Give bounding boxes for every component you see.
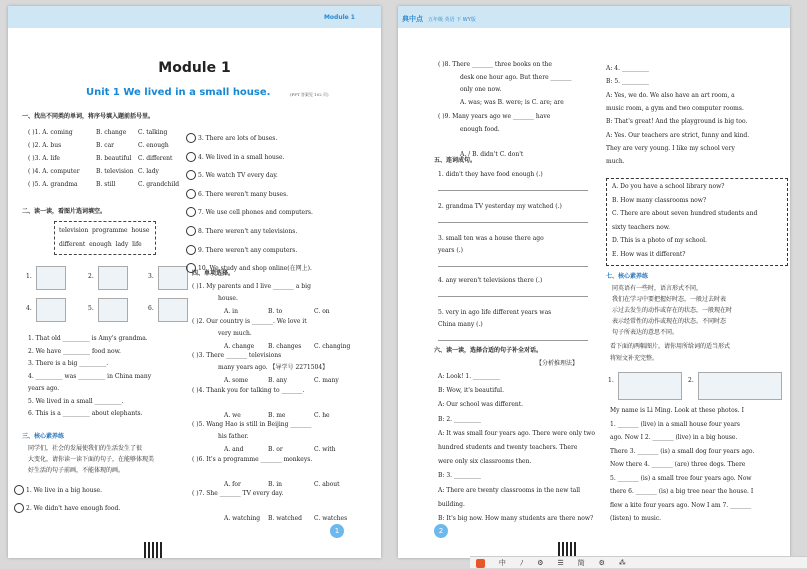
mc-line: desk one hour ago. But there _______	[460, 73, 572, 81]
mc-question-cont: his father.	[218, 433, 249, 440]
section-7-title: 七、核心素养练	[606, 273, 649, 280]
brand-logo: 典中点	[402, 15, 423, 23]
odd-one-out-option-c: C. lady	[138, 168, 159, 175]
section-3-line: 同学们，社会的发展使我们的生活发生了很	[28, 445, 143, 452]
dialog-line: A: Yes, we do. We also have an art room, a	[606, 91, 735, 99]
section-3-line: 大变化，请你读一读下面的句子，在能够体现美	[28, 456, 155, 463]
dialog-line: B: That's great! And the playground is big too.	[606, 118, 748, 126]
section-7-line: 示过去发生的动作或存在的状态，一般现在时	[612, 307, 733, 314]
section-3-title: 三、核心素养练	[22, 433, 65, 440]
mc-line: only one now.	[460, 86, 502, 93]
word-bank-row-2: different enough lady life	[59, 241, 142, 248]
mc-option-b: B. me	[268, 411, 286, 419]
mc-option-c: C. on	[314, 308, 330, 315]
house-picture-2	[698, 372, 782, 400]
fill-in-item: 1. That old _________ is Amy's grandma.	[28, 335, 148, 342]
word-bank	[54, 221, 156, 255]
mc-question-cont: very much.	[218, 329, 252, 337]
page-2	[398, 6, 790, 558]
toolbar-item-4[interactable]: ☰	[557, 559, 564, 567]
mc-line: A. was; was B. were; is C. are; are	[460, 98, 564, 106]
mc-option-a: A. some	[224, 377, 249, 384]
smile-statement: 1. We live in a big house.	[26, 487, 103, 494]
dialog-line: hundred students and twenty teachers. There	[438, 444, 578, 451]
mc-option-b: B. or	[268, 446, 283, 453]
smile-statement: 6. There weren't many buses.	[198, 190, 289, 198]
mc-option-b: B. to	[268, 308, 283, 315]
face-circle-icon	[186, 133, 196, 143]
reorder-item: years (.)	[438, 247, 463, 254]
answer-line	[438, 296, 588, 297]
illustration	[36, 266, 66, 290]
mc-option-a: A. watching	[224, 515, 261, 522]
section-7-line: 我们在学习中要把握好时态，一般过去时表	[612, 296, 727, 303]
passage-line: My name is Li Ming. Look at these photos. I	[610, 407, 744, 414]
section-6-title: 六、读一读，选择合适的句子补全对话。	[434, 347, 543, 354]
dialog-line: B: 5. _________	[606, 78, 649, 86]
page-number: 2	[434, 524, 448, 538]
option-item: B. How many classrooms now?	[612, 196, 707, 204]
fill-in-item: 5. We lived in a small _________.	[28, 397, 124, 405]
section-7-line: 句子所表达的意思不同。	[612, 329, 679, 336]
odd-one-out-option-a: ( )4. A. computer	[28, 168, 80, 175]
section-2-title: 二、读一读，看图片选词填空。	[22, 208, 107, 215]
face-circle-icon	[14, 503, 24, 513]
face-circle-icon	[186, 152, 196, 162]
toolbar-item-5[interactable]: 简	[577, 559, 585, 567]
word-bank-row-1: television programme house	[59, 227, 150, 234]
answer-line	[438, 190, 588, 191]
dialog-line: building.	[438, 500, 465, 508]
toolbar-item-7[interactable]: ⁂	[618, 559, 626, 567]
illustration	[98, 266, 128, 290]
module-title: Module 1	[158, 60, 231, 76]
page-header-band	[8, 6, 381, 28]
mc-option-a: A. in	[224, 308, 238, 315]
qr-code	[144, 542, 162, 558]
face-circle-icon	[186, 245, 196, 255]
face-circle-icon	[14, 485, 24, 495]
unit-hint: (PPT 答案见 102 页)	[290, 92, 329, 97]
mc-question-cont: house.	[218, 295, 238, 302]
fill-in-item: 3. There is a big _________.	[28, 360, 109, 367]
mc-question: ( )5. Wang Hao is still in Beijing _______	[192, 421, 312, 428]
mc-option-a: A. and	[224, 446, 244, 453]
section-7-task-line: 看下面的两幅图片，请你用所给词的适当形式	[610, 343, 731, 350]
picture-number: 1.	[26, 273, 32, 280]
dialog-line: A: 4. _________	[606, 65, 649, 72]
dialog-line: B: 3. _________	[438, 472, 481, 480]
page-header-band	[398, 6, 790, 28]
house-picture-1	[618, 372, 682, 400]
smile-statement: 8. There weren't any televisions.	[198, 228, 298, 235]
odd-one-out-option-b: B. change	[96, 129, 127, 136]
mc-question: ( )3. There _______ televisions	[192, 352, 282, 359]
mc-line: A. / B. didn't C. don't	[460, 150, 524, 158]
dialog-line: A: Our school was different.	[438, 401, 524, 409]
dialog-line: A: Look! 1. _________	[438, 373, 501, 380]
odd-one-out-option-a: ( )1. A. coming	[28, 129, 73, 136]
mc-option-c: C. about	[314, 480, 340, 488]
option-item: sixty teachers now.	[612, 223, 671, 231]
mc-option-a: A. for	[224, 480, 241, 488]
smile-statement: 3. There are lots of buses.	[198, 135, 278, 142]
option-item: A. Do you have a school library now?	[612, 183, 725, 190]
dialog-line: were only six classrooms then.	[438, 458, 532, 466]
mc-option-b: B. watched	[268, 515, 302, 522]
picture-label-1: 1.	[608, 377, 614, 384]
fill-in-item: years ago.	[28, 385, 60, 392]
section-6-tag: 【分析推理法】	[536, 360, 579, 367]
mc-question: ( )2. Our country is _______. We love it	[192, 317, 307, 325]
fill-in-item: 2. We have _________ food now.	[28, 347, 121, 355]
illustration	[158, 298, 188, 322]
reorder-item: China many (.)	[438, 321, 483, 328]
mc-line: ( )9. Many years ago we _______ have	[438, 113, 551, 120]
mc-line: enough food.	[460, 125, 500, 133]
toolbar-item-6[interactable]: ⚙	[598, 559, 605, 567]
mc-line: ( )8. There _______ three books on the	[438, 61, 552, 68]
answer-line	[438, 266, 588, 267]
smile-statement: 7. We use cell phones and computers.	[198, 209, 313, 217]
reorder-item: 1. didn't they have food enough (.)	[438, 171, 543, 178]
mc-question: ( )1. My parents and I live _______ a big	[192, 283, 311, 290]
odd-one-out-option-a: ( )2. A. bus	[28, 142, 62, 149]
passage-line: flew a kite four years ago. Now I am 7. _______	[610, 501, 752, 509]
dialog-line: B: 2. _________	[438, 415, 481, 423]
dialog-line: B: It's big now. How many students are there now?	[438, 515, 594, 522]
smile-statement: 4. We lived in a small house.	[198, 153, 285, 161]
passage-line: 5. _______ (is) a small tree four years ago. Now	[610, 474, 752, 482]
passage-line: (listen) to music.	[610, 515, 662, 522]
toolbar-item-3[interactable]: ⚙	[537, 559, 544, 567]
illustration	[98, 298, 128, 322]
face-circle-icon	[186, 207, 196, 217]
dialog-line: music room, a gym and two computer rooms.	[606, 104, 744, 112]
unit-title: Unit 1 We lived in a small house.	[86, 87, 271, 98]
fill-in-item: 4. _________ was _________ in China many	[28, 372, 152, 380]
smile-statement: 9. There weren't any computers.	[198, 246, 298, 254]
mc-option-c: C. many	[314, 377, 339, 384]
mc-question: ( )4. Thank you for talking to _______.	[192, 386, 305, 394]
option-item: C. There are about seven hundred students and	[612, 210, 758, 217]
odd-one-out-option-b: B. still	[96, 181, 116, 188]
picture-number: 2.	[88, 273, 94, 280]
module-label: Module 1	[323, 14, 355, 21]
illustration	[36, 298, 66, 322]
section-7-task-line: 将短文补充完整。	[610, 355, 659, 362]
dialog-line: A: There are twenty classrooms in the new tall	[438, 486, 581, 494]
page-1	[8, 6, 381, 558]
picture-number: 6.	[148, 305, 154, 312]
dialog-line: A: Yes. Our teachers are strict, funny and kind.	[606, 131, 750, 139]
passage-line: There 3. _______ (is) a small dog four years ago.	[610, 447, 755, 455]
mc-option-a: A. we	[224, 411, 241, 419]
toolbar-item-2[interactable]: ﾉ	[519, 559, 524, 567]
passage-line: 1. _______ (live) in a small house four years	[610, 420, 740, 428]
odd-one-out-option-c: C. different	[138, 155, 173, 162]
smile-statement: 5. We watch TV every day.	[198, 172, 278, 180]
mc-question-cont: many years ago. 【导学号 2271504】	[218, 364, 329, 371]
section-7-line: 同英语有一些时，语言形式不同，	[612, 285, 703, 292]
odd-one-out-option-a: ( )3. A. life	[28, 155, 60, 162]
smile-statement: 10. We study and shop online(在网上).	[198, 265, 312, 273]
odd-one-out-option-b: B. beautiful	[96, 155, 132, 162]
face-circle-icon	[186, 226, 196, 236]
picture-number: 4.	[26, 305, 32, 312]
mc-option-c: C. changing	[314, 342, 351, 350]
grade-label: 五年级 英语 下 WY版	[428, 17, 476, 23]
odd-one-out-option-b: B. car	[96, 142, 115, 149]
option-item: D. This is a photo of my school.	[612, 237, 707, 244]
toolbar-item-1[interactable]: 中	[498, 559, 506, 567]
mc-option-b: B. any	[268, 377, 288, 384]
fill-in-item: 6. This is a _________ about elephants.	[28, 410, 143, 417]
picture-number: 3.	[148, 273, 154, 280]
dialog-line: much.	[606, 158, 625, 166]
mc-option-c: C. with	[314, 446, 336, 453]
dialog-line: B: Wow, it's beautiful.	[438, 387, 504, 395]
option-item: E. How was it different?	[612, 250, 686, 258]
dialog-line: They are very young. I like my school very	[606, 144, 735, 152]
picture-number: 5.	[88, 305, 94, 312]
mc-option-c: C. he	[314, 411, 330, 419]
section-4-title: 四、单项选择。	[192, 270, 235, 277]
illustration	[158, 266, 188, 290]
reorder-item: 3. small ten was a house there ago	[438, 235, 544, 242]
section-7-line: 表示经常性的动作或现在的状态。不同时态	[612, 318, 727, 325]
dialog-line: A: It was small four years ago. There were only two	[438, 429, 595, 437]
passage-line: ago. Now I 2. _______ (live) in a big house.	[610, 434, 738, 441]
smile-statement: 2. We didn't have enough food.	[26, 505, 121, 512]
odd-one-out-option-c: C. enough	[138, 142, 169, 149]
passage-line: Now there 4. _______ (are) three dogs. There	[610, 461, 746, 468]
reorder-item: 2. grandma TV yesterday my watched (.)	[438, 203, 562, 210]
mc-option-b: B. in	[268, 480, 283, 488]
mc-option-b: B. changes	[268, 342, 302, 350]
face-circle-icon	[186, 189, 196, 199]
mc-question: ( )6. It's a programme _______ monkeys.	[192, 455, 313, 463]
section-5-title: 五、连词成句。	[434, 157, 477, 164]
picture-label-2: 2.	[688, 377, 694, 384]
odd-one-out-option-a: ( )5. A. grandma	[28, 181, 78, 188]
odd-one-out-option-b: B. television	[96, 168, 134, 175]
odd-one-out-option-c: C. grandchild	[138, 181, 180, 188]
mc-option-c: C. watches	[314, 515, 348, 522]
page-number: 1	[330, 524, 344, 538]
section-3-line: 好生活的句子前画，不能体现的画。	[28, 467, 125, 474]
passage-line: there 6. _______ (is) a big tree near the house. I	[610, 488, 754, 495]
face-circle-icon	[186, 170, 196, 180]
reorder-item: 5. very in ago life different years was	[438, 309, 552, 316]
answer-line	[438, 222, 588, 223]
odd-one-out-option-c: C. talking	[138, 129, 168, 136]
mc-option-a: A. change	[224, 342, 255, 350]
bottom-toolbar	[470, 556, 807, 568]
answer-line	[438, 340, 588, 341]
mc-question: ( )7. She _______ TV every day.	[192, 490, 284, 497]
reorder-item: 4. any weren't televisions there (.)	[438, 277, 543, 284]
section-1-title: 一、找出不同类的单词，将序号填入题前括号里。	[22, 113, 155, 120]
